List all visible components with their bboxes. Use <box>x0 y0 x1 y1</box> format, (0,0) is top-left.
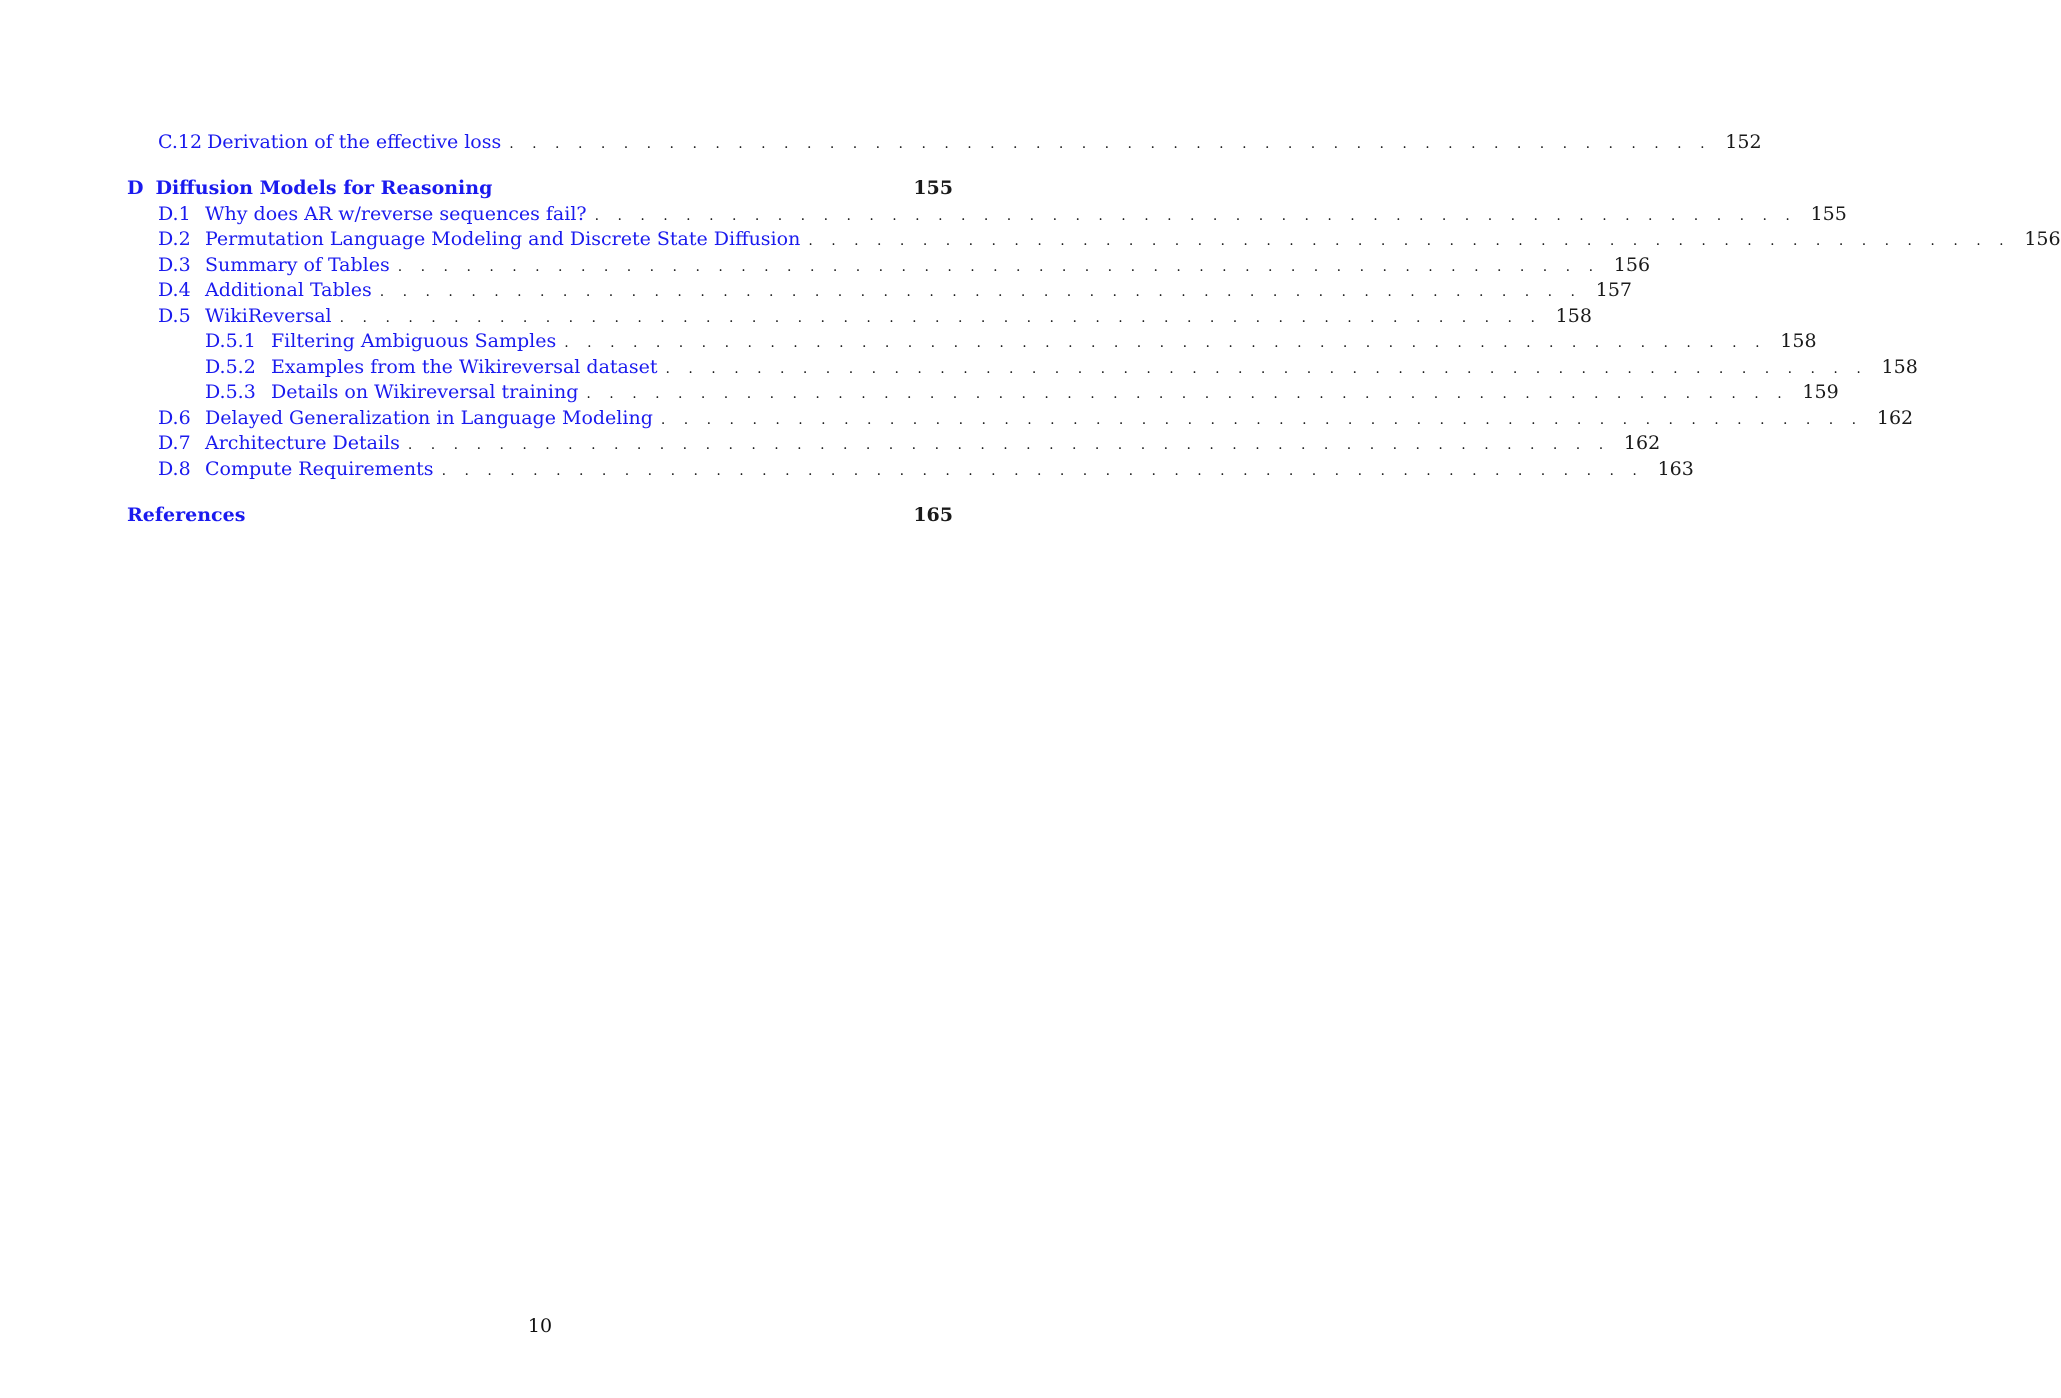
entry-number: D.5.3 <box>205 381 256 403</box>
toc-entry-d6[interactable] <box>127 406 1914 430</box>
leader-dots: . . . . . . . . . . . . . . . . . . . . . . . . . . . . . . . . . . . . . . . . . . . . . . . . . . . . . <box>407 437 1611 453</box>
entry-title: Additional Tables <box>205 279 372 301</box>
section-number: D <box>127 177 144 199</box>
entry-number: D.4 <box>158 279 191 301</box>
leader-dots: . . . . . . . . . . . . . . . . . . . . . . . . . . . . . . . . . . . . . . . . . . . . . . . . . . . . . <box>509 136 1712 152</box>
toc-entry-d3[interactable] <box>127 253 1651 277</box>
entry-title: Filtering Ambiguous Samples <box>271 330 557 352</box>
entry-title: Summary of Tables <box>205 254 390 276</box>
entry-title: Derivation of the effective loss <box>207 131 502 153</box>
toc-entry-d51[interactable] <box>127 329 1817 353</box>
entry-number: D.3 <box>158 254 191 276</box>
entry-number: D.2 <box>158 228 191 250</box>
leader-dots: . . . . . . . . . . . . . . . . . . . . . . . . . . . . . . . . . . . . . . . . . . . . . . . . . . . . . <box>339 310 1542 326</box>
entry-page: 152 <box>1725 131 1762 153</box>
section-title: References <box>127 504 246 526</box>
entry-title: Permutation Language Modeling and Discrete State Diffusion <box>205 228 801 250</box>
entry-page: 158 <box>1555 305 1592 327</box>
leader-dots: . . . . . . . . . . . . . . . . . . . . . . . . . . . . . . . . . . . . . . . . . . . . . . . . . . . . . <box>564 335 1767 351</box>
entry-title: Delayed Generalization in Language Modeling <box>205 407 653 429</box>
entry-title: Details on Wikireversal training <box>271 381 579 403</box>
toc-entry-c12[interactable] <box>127 130 1762 154</box>
toc-section-references[interactable] <box>127 503 953 527</box>
toc-entry-d2[interactable] <box>127 227 2061 251</box>
entry-number: D.1 <box>158 203 191 225</box>
leader-dots: . . . . . . . . . . . . . . . . . . . . . . . . . . . . . . . . . . . . . . . . . . . . . . . . . . . . . <box>665 361 1868 377</box>
toc-entry-d52[interactable] <box>127 355 1918 379</box>
entry-page: 159 <box>1802 381 1839 403</box>
entry-title: Compute Requirements <box>205 458 434 480</box>
leader-dots: . . . . . . . . . . . . . . . . . . . . . . . . . . . . . . . . . . . . . . . . . . . . . . . . . . . . . <box>379 284 1582 300</box>
entry-page: 158 <box>1881 356 1918 378</box>
leader-dots: . . . . . . . . . . . . . . . . . . . . . . . . . . . . . . . . . . . . . . . . . . . . . . . . . . . . . <box>660 412 1864 428</box>
leader-dots: . . . . . . . . . . . . . . . . . . . . . . . . . . . . . . . . . . . . . . . . . . . . . . . . . . . . . <box>441 463 1644 479</box>
page-number: 10 <box>527 1315 553 1337</box>
section-page: 155 <box>913 177 953 199</box>
toc-entry-d53[interactable] <box>127 380 1839 404</box>
toc-entry-d5[interactable] <box>127 304 1592 328</box>
entry-number: D.8 <box>158 458 191 480</box>
entry-title: Examples from the Wikireversal dataset <box>271 356 658 378</box>
entry-page: 156 <box>2024 228 2061 250</box>
leader-dots: . . . . . . . . . . . . . . . . . . . . . . . . . . . . . . . . . . . . . . . . . . . . . . . . . . . . . <box>397 259 1601 275</box>
toc-section-d[interactable] <box>127 176 953 200</box>
entry-title: Architecture Details <box>205 432 400 454</box>
entry-page: 155 <box>1810 203 1847 225</box>
entry-title: WikiReversal <box>205 305 332 327</box>
leader-dots: . . . . . . . . . . . . . . . . . . . . . . . . . . . . . . . . . . . . . . . . . . . . . . . . . . . . . <box>594 208 1797 224</box>
entry-number: D.5.2 <box>205 356 256 378</box>
entry-page: 162 <box>1623 432 1661 454</box>
entry-title: Why does AR w/reverse sequences fail? <box>205 203 587 225</box>
entry-page: 158 <box>1780 330 1817 352</box>
entry-number: D.7 <box>158 432 191 454</box>
toc-entry-d7[interactable] <box>127 431 1661 455</box>
toc-entry-d8[interactable] <box>127 457 1694 481</box>
entry-number: D.5.1 <box>205 330 256 352</box>
entry-page: 156 <box>1613 254 1651 276</box>
entry-number: D.5 <box>158 305 191 327</box>
entry-page: 162 <box>1876 407 1914 429</box>
entry-number: C.12 <box>158 131 203 153</box>
entry-page: 163 <box>1657 458 1694 480</box>
leader-dots: . . . . . . . . . . . . . . . . . . . . . . . . . . . . . . . . . . . . . . . . . . . . . . . . . . . . . <box>586 386 1789 402</box>
toc-entry-d1[interactable] <box>127 202 1847 226</box>
leader-dots: . . . . . . . . . . . . . . . . . . . . . . . . . . . . . . . . . . . . . . . . . . . . . . . . . . . . . <box>808 233 2011 249</box>
section-page: 165 <box>913 504 953 526</box>
entry-number: D.6 <box>158 407 191 429</box>
section-title: Diffusion Models for Reasoning <box>155 177 493 199</box>
entry-page: 157 <box>1595 279 1632 301</box>
toc-entry-d4[interactable] <box>127 278 1632 302</box>
